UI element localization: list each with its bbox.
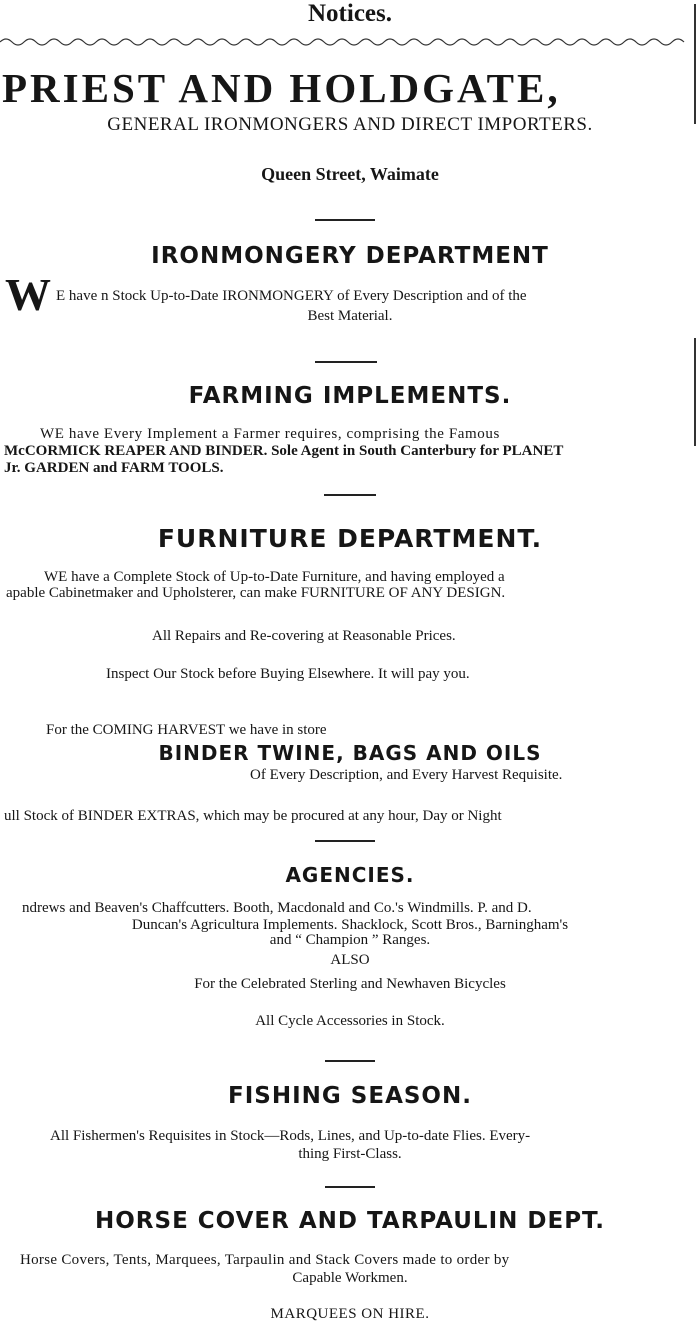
harvest-extras: ull Stock of BINDER EXTRAS, which may be procured at any hour, Day or Night	[4, 808, 502, 824]
harvest-sub: Of Every Description, and Every Harvest Requisite.	[250, 767, 563, 783]
agencies-line-5: All Cycle Accessories in Stock.	[255, 1013, 445, 1029]
furniture-line-4: Inspect Our Stock before Buying Elsewhere. It will pay you.	[106, 666, 470, 682]
ironmongery-line-2: Best Material.	[307, 308, 393, 324]
section-rule	[315, 219, 375, 221]
fishing-line-2: thing First-Class.	[298, 1146, 402, 1162]
ironmongery-heading: IRONMONGERY DEPARTMENT	[151, 243, 549, 269]
agencies-line-4: For the Celebrated Sterling and Newhaven Bicycles	[194, 976, 506, 992]
fishing-heading: FISHING SEASON.	[228, 1083, 472, 1109]
agencies-line-2: Duncan's Agricultura Implements. Shacklock, Scott Bros., Barningham's	[131, 917, 569, 933]
ironmongery-dropcap: W	[5, 269, 51, 320]
horse-heading: HORSE COVER AND TARPAULIN DEPT.	[95, 1208, 605, 1234]
furniture-line-2: apable Cabinetmaker and Upholsterer, can make FURNITURE OF ANY DESIGN.	[6, 585, 506, 601]
section-rule	[325, 1186, 375, 1188]
firm-trade: GENERAL IRONMONGERS AND DIRECT IMPORTERS.	[107, 114, 593, 135]
harvest-heading: BINDER TWINE, BAGS AND OILS	[158, 741, 542, 765]
farming-line-2: McCORMICK REAPER AND BINDER. Sole Agent in South Canterbury for PLANET	[4, 443, 564, 459]
section-rule	[325, 1060, 375, 1062]
farming-line-3: Jr. GARDEN and FARM TOOLS.	[4, 460, 224, 476]
farming-line-1: WE have Every Implement a Farmer requires, comprising the Famous	[40, 426, 500, 442]
furniture-heading: FURNITURE DEPARTMENT.	[157, 524, 543, 553]
section-rule	[324, 494, 376, 496]
section-rule	[315, 840, 375, 842]
notices-heading: Notices.	[308, 0, 392, 27]
furniture-line-1: WE have a Complete Stock of Up-to-Date Furniture, and having employed a	[44, 569, 505, 585]
firm-name: PRIEST AND HOLDGATE,	[2, 65, 561, 111]
fishing-line-1: All Fishermen's Requisites in Stock—Rods, Lines, and Up-to-date Flies. Every-	[50, 1128, 531, 1144]
wavy-divider	[0, 30, 690, 46]
harvest-intro: For the COMING HARVEST we have in store	[46, 722, 327, 738]
firm-address: Queen Street, Waimate	[261, 164, 439, 184]
column-border-top	[694, 4, 696, 124]
horse-line-1: Horse Covers, Tents, Marquees, Tarpaulin and Stack Covers made to order by	[20, 1252, 510, 1268]
agencies-also: ALSO	[330, 952, 370, 968]
farming-heading: FARMING IMPLEMENTS.	[188, 383, 512, 409]
ironmongery-line-1: E have n Stock Up-to-Date IRONMONGERY of Every Description and of the	[56, 288, 527, 304]
horse-line-3: MARQUEES ON HIRE.	[270, 1306, 430, 1322]
agencies-line-3: and “ Champion ” Ranges.	[269, 932, 431, 948]
furniture-line-3: All Repairs and Re-covering at Reasonable Prices.	[152, 628, 456, 644]
section-rule	[315, 361, 377, 363]
horse-line-2: Capable Workmen.	[292, 1270, 408, 1286]
agencies-line-1: ndrews and Beaven's Chaffcutters. Booth, Macdonald and Co.'s Windmills. P. and D.	[22, 900, 532, 916]
agencies-heading: AGENCIES.	[285, 863, 415, 887]
